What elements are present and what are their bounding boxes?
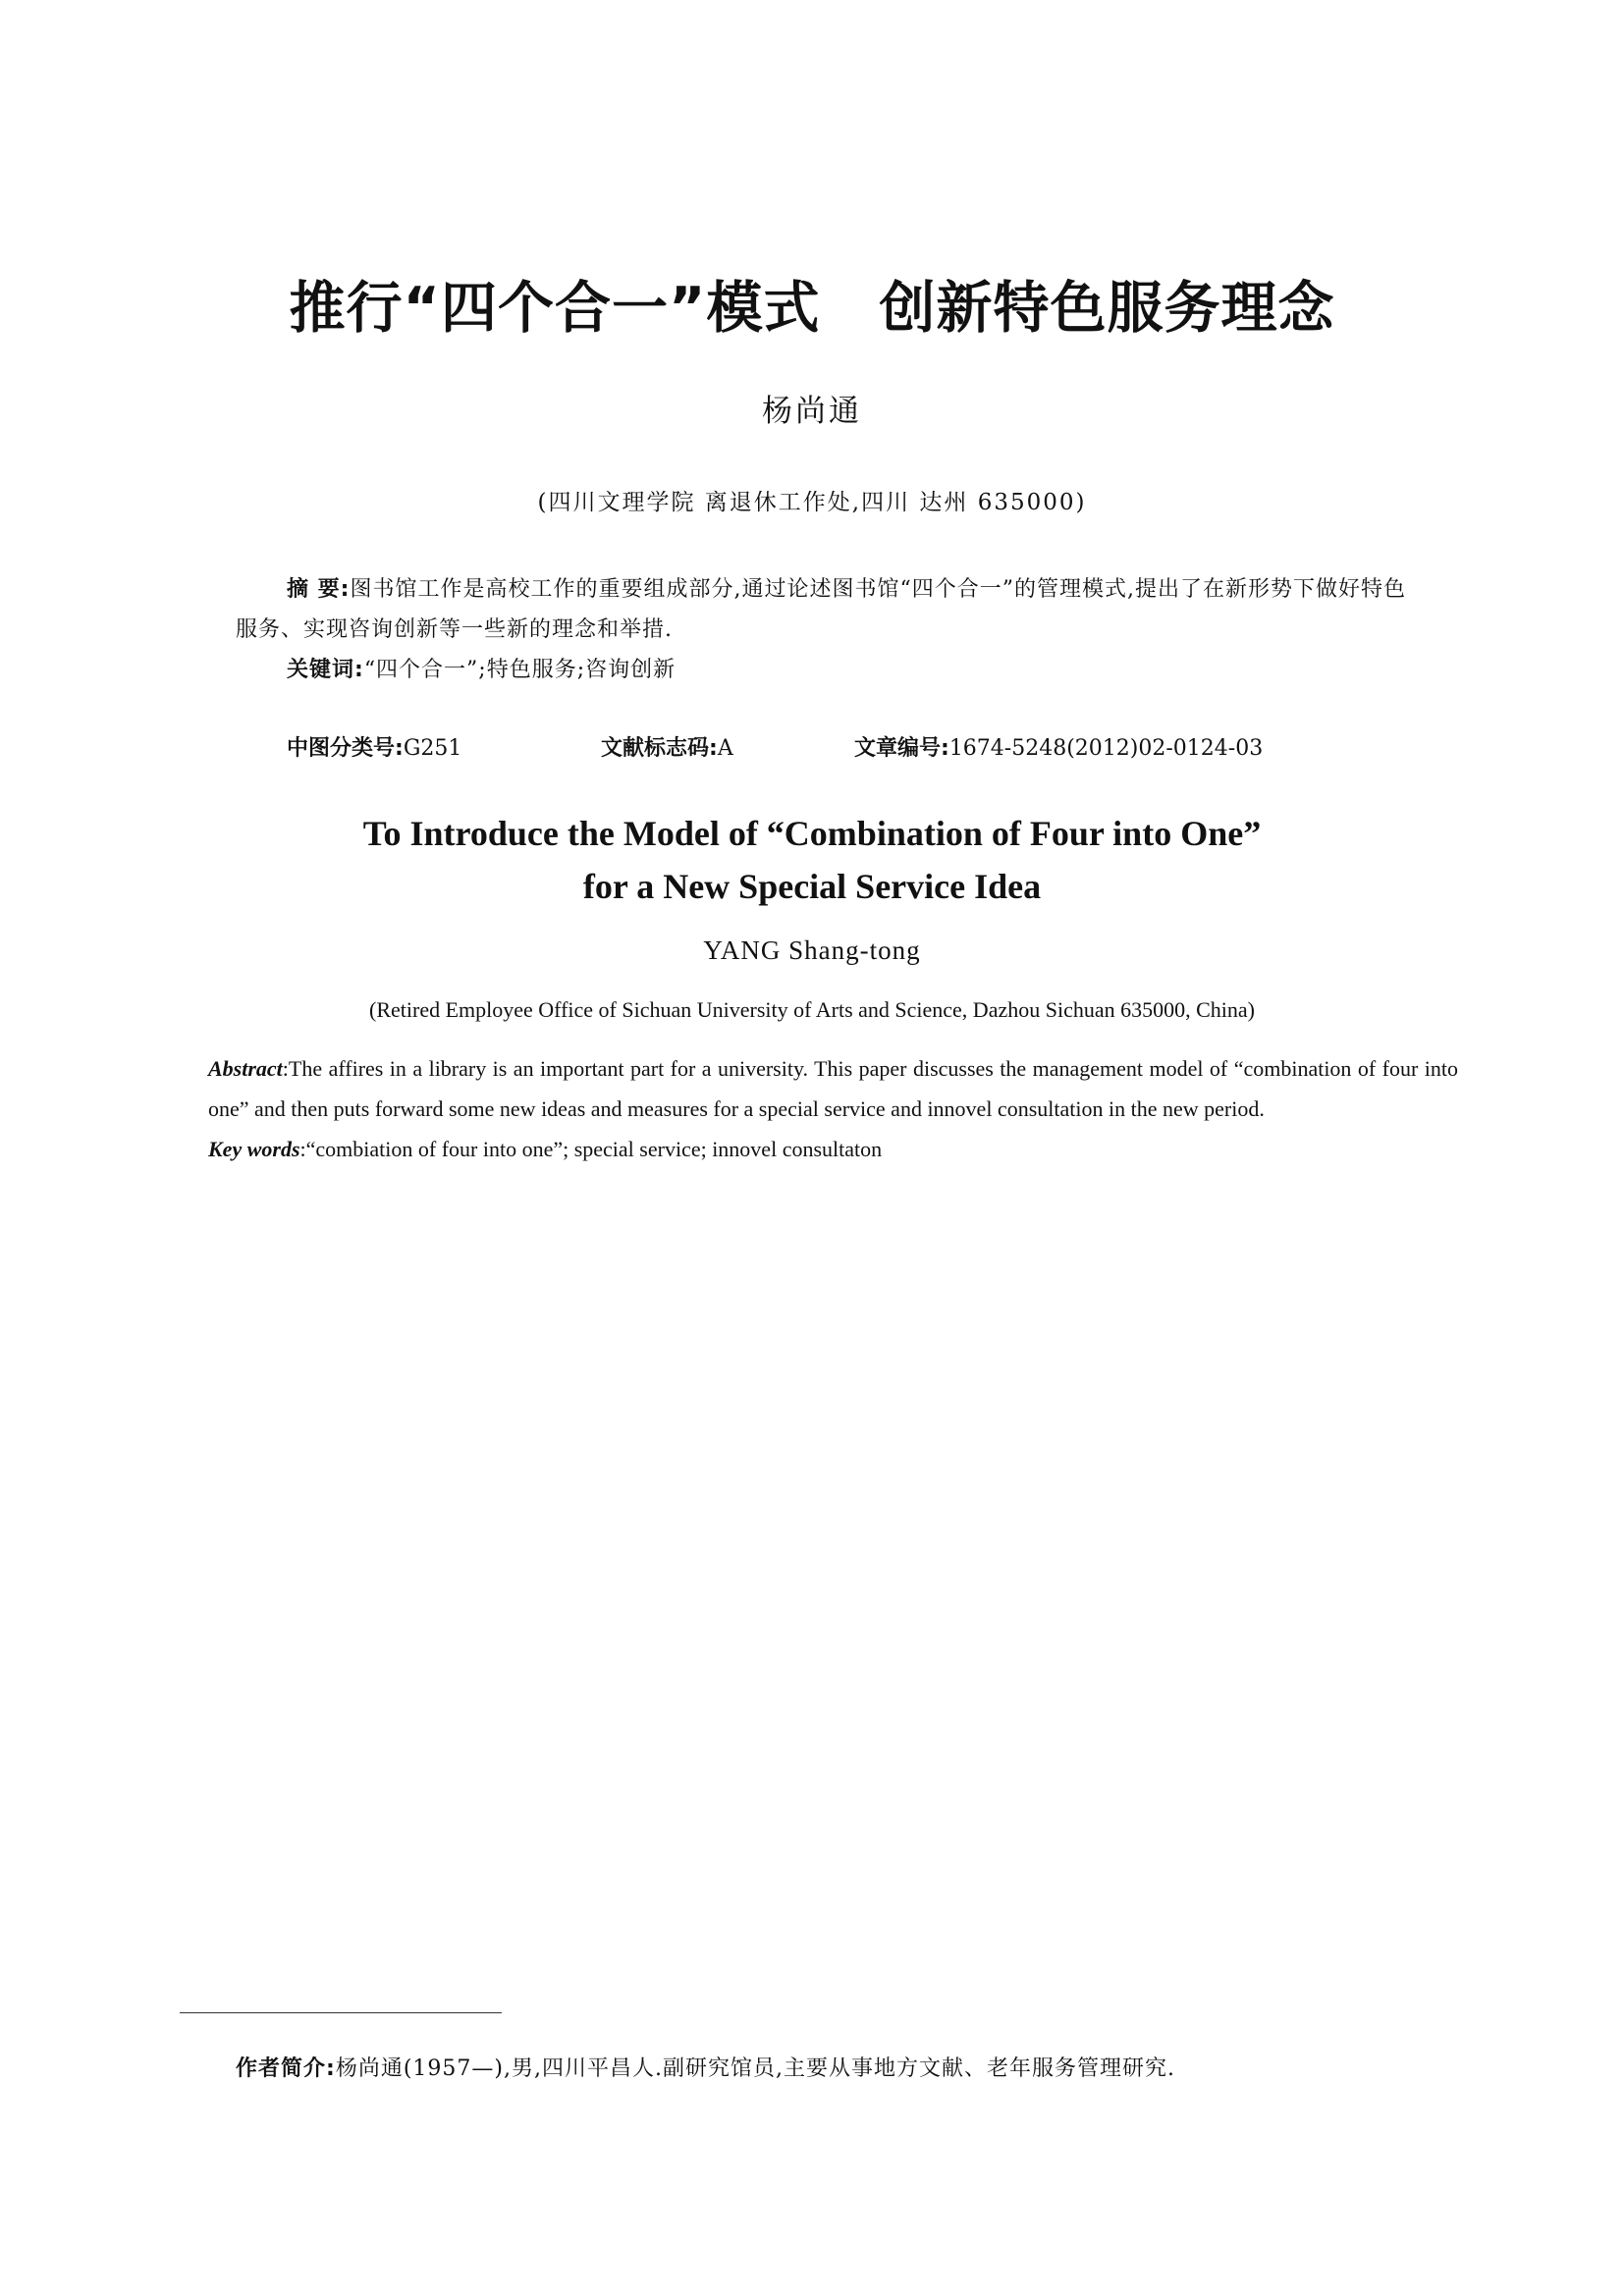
- keywords-en-text: “combiation of four into one”; special service; innovel consultaton: [305, 1137, 883, 1161]
- paper-title-en: [0, 807, 1624, 913]
- clc-value: G251: [403, 736, 462, 761]
- abstract-cn-label: 摘 要:: [287, 577, 351, 602]
- keywords-cn-label: 关键词:: [287, 658, 364, 682]
- author-en: YANG Shang-tong: [703, 935, 921, 965]
- title-cn-part2: 创新特色服务理念: [879, 276, 1335, 341]
- footnote-label: 作者简介:: [236, 2056, 336, 2081]
- affiliation-en: (Retired Employee Office of Sichuan University of Arts and Science, Dazhou Sichuan 635000, China): [369, 997, 1255, 1022]
- abstract-en-text: The affires in a library is an important part for a university. This paper discusses the management model of “combination of four into one” and then puts forward some new ideas and measures for a special service and innovel consultation in the new period.: [208, 1056, 1458, 1121]
- doc-code-label: 文献标志码:: [601, 736, 718, 761]
- abstract-cn: [236, 569, 1409, 650]
- paper-title-cn: [0, 263, 1624, 344]
- keywords-en-label: Key words: [208, 1137, 300, 1161]
- document-code: [601, 731, 733, 762]
- keywords-cn: [236, 650, 1409, 690]
- author-cn: 杨尚通: [762, 394, 862, 429]
- article-no-value: 1674-5248(2012)02-0124-03: [948, 736, 1264, 761]
- article-no-label: 文章编号:: [854, 736, 949, 761]
- keywords-en: [208, 1129, 1458, 1169]
- author-footnote: [236, 2052, 1414, 2082]
- article-number: [854, 731, 1263, 762]
- abstract-cn-text: 图书馆工作是高校工作的重要组成部分,通过论述图书馆“四个合一”的管理模式,提出了在新形势下做好特色服务、实现咨询创新等一些新的理念和举措.: [236, 577, 1406, 642]
- doc-code-value: A: [717, 736, 733, 761]
- clc-label: 中图分类号:: [287, 736, 404, 761]
- abstract-cn-block: [236, 569, 1409, 690]
- affiliation-cn: (四川文理学院 离退休工作处,四川 达州 635000): [537, 490, 1087, 515]
- abstract-en-sep: :: [282, 1056, 289, 1081]
- footnote-text: 杨尚通(1957—),男,四川平昌人.副研究馆员,主要从事地方文献、老年服务管理研究.: [335, 2056, 1175, 2081]
- abstract-en: [208, 1048, 1458, 1129]
- clc-number: [287, 731, 461, 762]
- abstract-en-label: Abstract: [208, 1056, 283, 1081]
- keywords-cn-text: “四个合一”;特色服务;咨询创新: [363, 658, 677, 682]
- abstract-en-block: [208, 1048, 1458, 1169]
- title-en-line1: To Introduce the Model of “Combination of Four into One”: [362, 814, 1262, 853]
- title-cn-part1: 推行“四个合一”模式: [289, 276, 821, 341]
- title-en-line2: for a New Special Service Idea: [582, 867, 1042, 906]
- keywords-en-sep: :: [299, 1137, 306, 1161]
- footnote-divider: [180, 2012, 502, 2013]
